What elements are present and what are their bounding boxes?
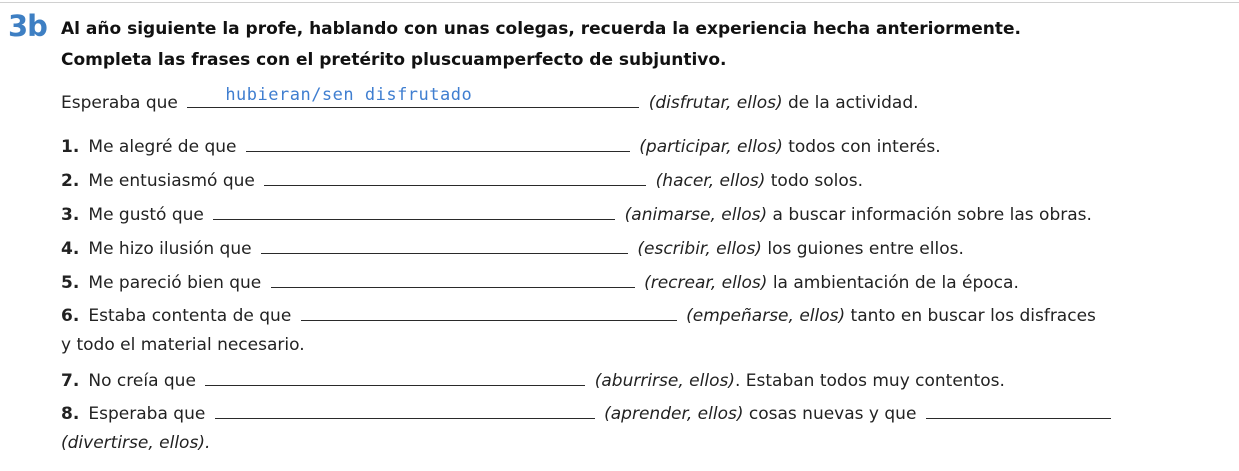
list-item: 3. Me gustó que (animarse, ellos) a buscar información sobre las obras.	[61, 201, 1092, 225]
example-sentence	[61, 85, 919, 113]
answer-blank[interactable]	[301, 302, 677, 321]
answer-blank[interactable]	[213, 201, 615, 220]
list-item: 1. Me alegré de que (participar, ellos) todos con interés.	[61, 133, 941, 157]
list-item: 4. Me hizo ilusión que (escribir, ellos) los guiones entre ellos.	[61, 235, 964, 259]
instruction-line-2: Completa las frases con el pretérito pluscuamperfecto de subjuntivo.	[61, 50, 727, 70]
answer-blank-2[interactable]	[926, 400, 1111, 419]
list-item: 8. Esperaba que (aprender, ellos) cosas nuevas y que	[61, 400, 1115, 424]
answer-blank[interactable]	[215, 400, 595, 419]
top-rule	[0, 2, 1239, 3]
exercise-number: 3b	[8, 9, 47, 43]
example-before: Esperaba que	[61, 93, 178, 113]
answer-blank[interactable]	[205, 367, 585, 386]
list-item: 2. Me entusiasmó que (hacer, ellos) todo solos.	[61, 167, 863, 191]
example-after: de la actividad.	[788, 93, 919, 113]
answer-blank[interactable]	[261, 235, 628, 254]
example-answer: hubieran/sen disfrutado	[225, 85, 473, 105]
item-continuation: y todo el material necesario.	[61, 335, 305, 355]
example-hint: (disfrutar, ellos)	[648, 93, 783, 113]
instruction-line-1: Al año siguiente la profe, hablando con unas colegas, recuerda la experiencia hecha anteriormente.	[61, 19, 1022, 39]
answer-blank[interactable]	[264, 167, 646, 186]
answer-blank[interactable]	[246, 133, 630, 152]
answer-blank[interactable]	[271, 269, 635, 288]
list-item: 6. Estaba contenta de que (empeñarse, ellos) tanto en buscar los disfraces	[61, 302, 1096, 326]
list-item: 7. No creía que (aburrirse, ellos). Estaban todos muy contentos.	[61, 367, 1005, 391]
item-continuation: (divertirse, ellos).	[61, 433, 211, 453]
example-blank	[187, 85, 639, 108]
list-item: 5. Me pareció bien que (recrear, ellos) la ambientación de la época.	[61, 269, 1019, 293]
